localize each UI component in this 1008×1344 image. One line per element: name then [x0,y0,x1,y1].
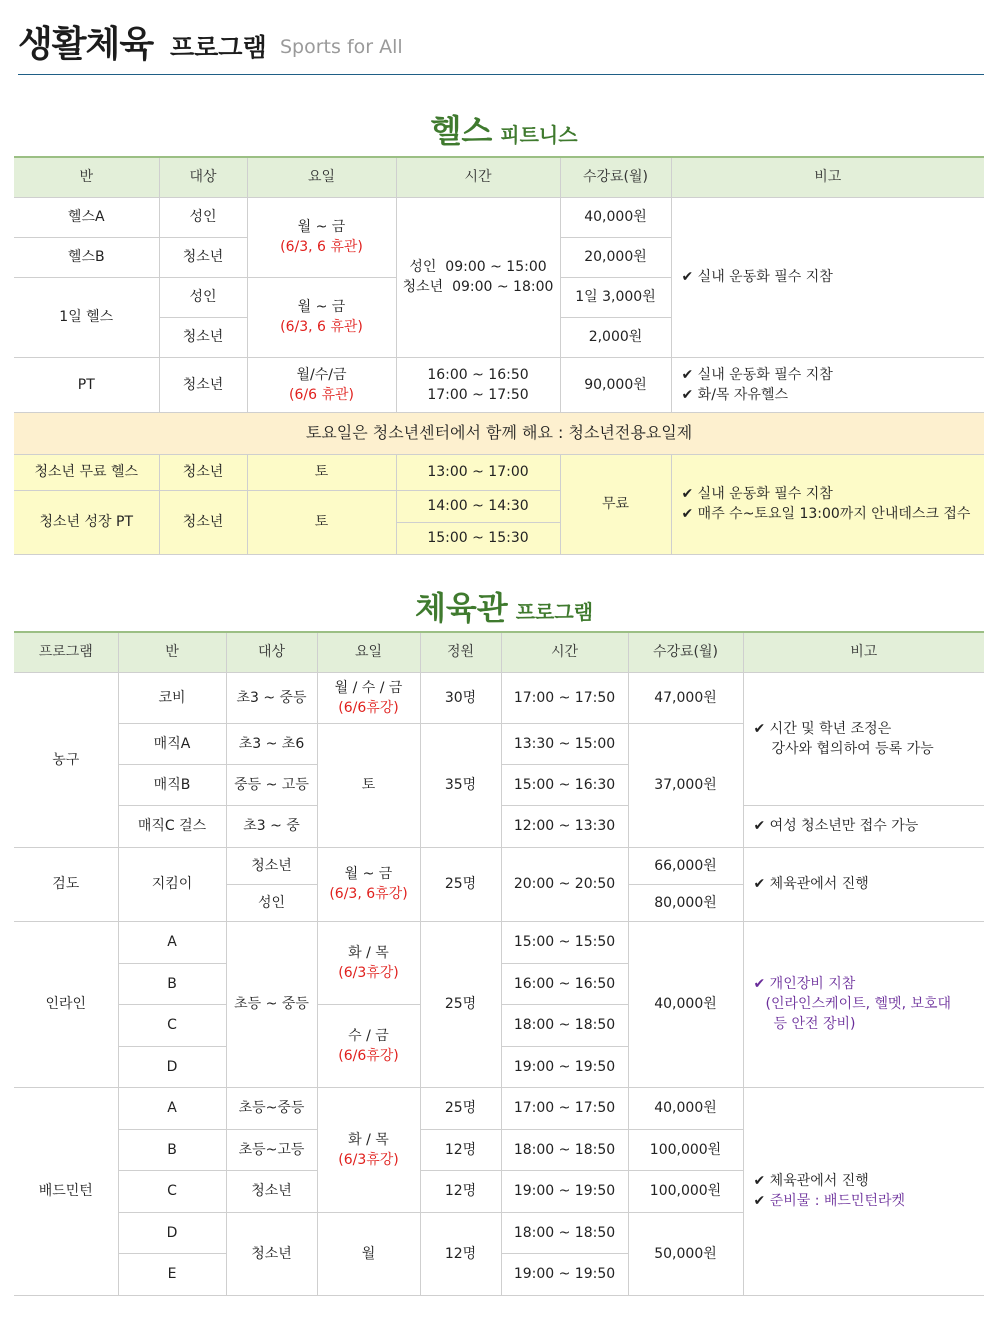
gym-section-title [0,583,1008,629]
target-cell: 초등 ~ 중등 [226,921,317,1087]
health-table [14,156,984,555]
gym-title-sub: 프로그램 [515,600,594,624]
col-header: 대상 [159,157,247,197]
time-cell: 19:00 ~ 19:50 [501,1046,628,1087]
target-cell: 성인 [159,197,247,237]
days-cell [317,847,420,921]
col-header: 요일 [317,632,420,672]
table-row [14,847,984,884]
note-text: ✔ 체육관에서 진행 [753,1173,869,1189]
program-cell: 배드민턴 [14,1087,118,1295]
ban-cell: 코비 [118,672,226,723]
days-text: 화 / 목 [348,1131,389,1148]
ban-cell: D [118,1046,226,1087]
health-section-title [0,106,1008,152]
ban-cell: D [118,1212,226,1253]
target-cell: 청소년 [226,847,317,884]
target-cell: 청소년 [159,454,247,490]
ban-cell: C [118,1004,226,1046]
note-text: 준비물 : 배드민턴라켓 [769,1193,906,1209]
fee-cell: 40,000원 [628,921,743,1087]
table-row [14,672,984,723]
time-cell: 12:00 ~ 13:30 [501,805,628,847]
ban-cell: A [118,1087,226,1129]
time-cell: 15:00 ~ 15:30 [396,522,560,554]
ban-cell: 청소년 무료 헬스 [14,454,159,490]
days-text: 월 ~ 금 [297,219,346,235]
time-cell: 15:00 ~ 15:50 [501,921,628,963]
time-cell: 18:00 ~ 18:50 [501,1129,628,1170]
closed-text: (6/6휴강) [338,699,399,716]
time-cell: 16:00 ~ 16:50 [501,963,628,1004]
days-cell: 토 [247,490,396,554]
ban-cell: 청소년 성장 PT [14,490,159,554]
note-text: (인라인스케이트, 헬멧, 보호대 [765,996,952,1012]
col-header: 요일 [247,157,396,197]
col-header: 수강료(월) [628,632,743,672]
col-header: 대상 [226,632,317,672]
ban-cell: 1일 헬스 [14,277,159,357]
gym-title: 체육관 [414,589,508,627]
closed-text: (6/3, 6 휴관) [280,239,363,255]
fee-cell: 100,000원 [628,1170,743,1212]
time-text: 16:00 ~ 16:50 [427,366,529,383]
days-text: 월 / 수 / 금 [334,679,403,696]
note-cell [743,672,984,805]
days-cell [317,1087,420,1212]
note-cell [671,454,984,554]
closed-text: (6/3휴강) [338,964,399,981]
table-header-row [14,157,984,197]
target-cell: 청소년 [159,237,247,277]
days-cell [317,672,420,723]
target-cell: 초등~고등 [226,1129,317,1170]
time-cell: 17:00 ~ 17:50 [501,1087,628,1129]
capacity-cell: 25명 [420,847,501,921]
capacity-cell: 12명 [420,1129,501,1170]
days-cell [247,277,396,357]
days-cell [247,197,396,277]
fee-cell: 37,000원 [628,723,743,847]
ban-cell: B [118,963,226,1004]
time-text: 17:00 ~ 17:50 [427,386,529,403]
note-text: ✔ 개인장비 지참 [753,976,856,992]
table-row [14,1087,984,1129]
days-text: 화 / 목 [348,944,389,961]
days-cell: 토 [247,454,396,490]
fee-cell: 90,000원 [560,357,671,412]
closed-text: (6/6 휴관) [289,386,354,403]
table-row [14,454,984,490]
health-title: 헬스 [430,112,493,150]
target-cell: 초3 ~ 중 [226,805,317,847]
saturday-band: 토요일은 청소년센터에서 함께 해요 : 청소년전용요일제 [14,412,984,454]
ban-cell: PT [14,357,159,412]
fee-cell: 47,000원 [628,672,743,723]
col-header: 시간 [396,157,560,197]
target-cell: 중등 ~ 고등 [226,764,317,805]
page-title: 생활체육 [18,24,154,65]
capacity-cell: 12명 [420,1170,501,1212]
fee-cell: 2,000원 [560,317,671,357]
health-title-sub: 피트니스 [500,123,578,147]
days-text: 수 / 금 [348,1027,389,1044]
note-text: ✔ 매주 수~토요일 13:00까지 안내데스크 접수 [681,506,971,522]
closed-text: (6/6휴강) [338,1047,399,1064]
note-text: ✔ 화/목 자유헬스 [681,386,788,403]
table-row [14,197,984,237]
table-header-row [14,632,984,672]
fee-cell: 50,000원 [628,1212,743,1295]
capacity-cell: 12명 [420,1212,501,1295]
col-header: 프로그램 [14,632,118,672]
time-cell: 19:00 ~ 19:50 [501,1253,628,1295]
note-cell: ✔ 체육관에서 진행 [743,847,984,921]
ban-cell: C [118,1170,226,1212]
time-cell: 20:00 ~ 20:50 [501,847,628,921]
days-cell [317,1004,420,1087]
closed-text: (6/3, 6 휴관) [280,319,363,335]
col-header: 수강료(월) [560,157,671,197]
table-row [14,921,984,963]
col-header: 정원 [420,632,501,672]
target-cell: 초3 ~ 중등 [226,672,317,723]
fee-cell: 40,000원 [560,197,671,237]
note-cell: ✔ 실내 운동화 필수 지참 [671,197,984,357]
target-cell: 성인 [159,277,247,317]
time-cell: 14:00 ~ 14:30 [396,490,560,522]
time-text: 성인 09:00 ~ 15:00 [409,259,547,275]
note-check: ✔ [753,1193,770,1209]
col-header: 시간 [501,632,628,672]
ban-cell: 매직A [118,723,226,764]
col-header: 비고 [743,632,984,672]
days-text: 월/수/금 [296,366,347,383]
gym-table [14,631,984,1296]
days-cell [317,921,420,1004]
ban-cell: B [118,1129,226,1170]
time-cell: 18:00 ~ 18:50 [501,1004,628,1046]
note-text: 강사와 협의하여 등록 가능 [771,740,934,757]
program-cell: 인라인 [14,921,118,1087]
ban-cell: 매직B [118,764,226,805]
time-cell: 18:00 ~ 18:50 [501,1212,628,1253]
days-cell: 토 [317,723,420,847]
time-text: 청소년 09:00 ~ 18:00 [402,279,554,295]
program-cell: 농구 [14,672,118,847]
note-cell: ✔ 여성 청소년만 접수 가능 [743,805,984,847]
ban-cell: 헬스A [14,197,159,237]
col-header: 비고 [671,157,984,197]
page-english-title: Sports for All [280,36,403,58]
time-cell: 15:00 ~ 16:30 [501,764,628,805]
note-cell [743,921,984,1087]
program-cell: 검도 [14,847,118,921]
time-cell: 13:00 ~ 17:00 [396,454,560,490]
target-cell: 청소년 [159,317,247,357]
page-header [18,14,984,75]
note-cell [743,1087,984,1295]
time-cell [396,197,560,357]
closed-text: (6/3휴강) [338,1151,399,1168]
fee-cell: 1일 3,000원 [560,277,671,317]
days-text: 월 ~ 금 [344,866,393,882]
target-cell: 청소년 [226,1170,317,1212]
page-subtitle: 프로그램 [170,33,267,62]
fee-cell: 40,000원 [628,1087,743,1129]
note-text: 등 안전 장비) [773,1016,856,1032]
target-cell: 초등~중등 [226,1087,317,1129]
fee-cell: 100,000원 [628,1129,743,1170]
note-text: ✔ 실내 운동화 필수 지참 [681,366,833,383]
capacity-cell: 30명 [420,672,501,723]
table-row [14,357,984,412]
closed-text: (6/3, 6휴강) [329,886,408,902]
days-cell: 월 [317,1212,420,1295]
capacity-cell: 25명 [420,1087,501,1129]
capacity-cell: 35명 [420,723,501,847]
target-cell: 초3 ~ 초6 [226,723,317,764]
fee-cell: 무료 [560,454,671,554]
time-cell: 19:00 ~ 19:50 [501,1170,628,1212]
ban-cell: A [118,921,226,963]
col-header: 반 [14,157,159,197]
time-cell: 13:30 ~ 15:00 [501,723,628,764]
ban-cell: 헬스B [14,237,159,277]
note-text: ✔ 시간 및 학년 조정은 [753,720,892,737]
target-cell: 성인 [226,884,317,921]
saturday-band-row [14,412,984,454]
capacity-cell: 25명 [420,921,501,1087]
time-cell [396,357,560,412]
note-cell [671,357,984,412]
fee-cell: 66,000원 [628,847,743,884]
fee-cell: 80,000원 [628,884,743,921]
ban-cell: 매직C 걸스 [118,805,226,847]
note-text: ✔ 실내 운동화 필수 지참 [681,486,833,502]
target-cell: 청소년 [159,357,247,412]
fee-cell: 20,000원 [560,237,671,277]
time-cell: 17:00 ~ 17:50 [501,672,628,723]
col-header: 반 [118,632,226,672]
days-text: 월 ~ 금 [297,299,346,315]
target-cell: 청소년 [226,1212,317,1295]
target-cell: 청소년 [159,490,247,554]
ban-cell: 지킴이 [118,847,226,921]
days-cell [247,357,396,412]
ban-cell: E [118,1253,226,1295]
